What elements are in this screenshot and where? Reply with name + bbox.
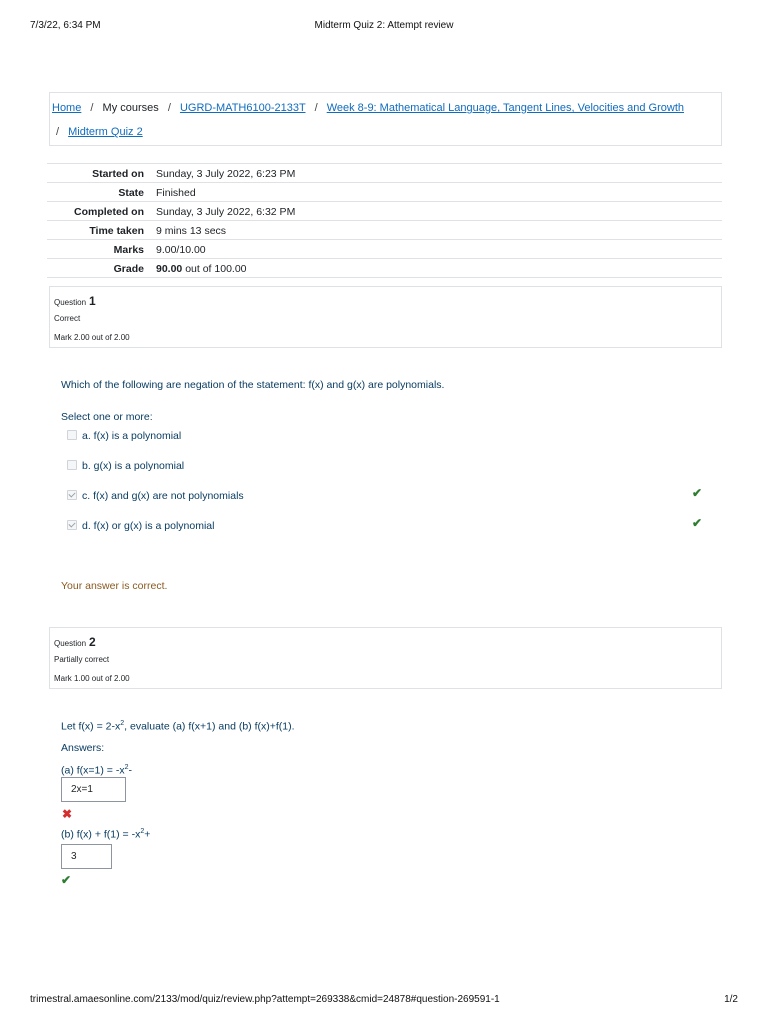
summary-row-completed xyxy=(47,201,722,220)
check-icon: ✔ xyxy=(692,516,703,530)
breadcrumb-separator: / xyxy=(56,126,60,138)
option-checkbox-checked xyxy=(67,490,77,500)
question-label: Question xyxy=(54,298,87,307)
summary-row-time-taken xyxy=(47,220,722,239)
option-label: c. f(x) and g(x) are not polynomials xyxy=(82,490,244,502)
grade-out-of: out of 100.00 xyxy=(182,263,247,275)
option-checkbox xyxy=(67,460,77,470)
question-2-text-post: , evaluate (a) f(x+1) and (b) f(x)+f(1). xyxy=(124,720,295,733)
superscript: 2 xyxy=(140,828,145,835)
summary-value: Sunday, 3 July 2022, 6:23 PM xyxy=(156,168,296,180)
summary-value xyxy=(156,263,247,275)
breadcrumb-course-link[interactable]: UGRD-MATH6100-2133T xyxy=(179,102,306,114)
summary-label: Marks xyxy=(113,244,144,256)
breadcrumb-quiz-link[interactable]: Midterm Quiz 2 xyxy=(68,126,143,138)
part-b-label xyxy=(61,828,150,841)
summary-label: Grade xyxy=(113,263,144,275)
part-a-label xyxy=(61,764,132,777)
breadcrumb-week-link[interactable]: Week 8-9: Mathematical Language, Tangent Lines, Velocities and Growth xyxy=(326,102,684,114)
question-2-info xyxy=(49,627,722,689)
summary-label: Completed on xyxy=(74,206,144,218)
superscript: 2 xyxy=(120,720,125,727)
print-datetime: 7/3/22, 6:34 PM xyxy=(30,20,101,31)
option-label: d. f(x) or g(x) is a polynomial xyxy=(82,520,215,532)
option-checkbox xyxy=(67,430,77,440)
print-url: trimestral.amaesonline.com/2133/mod/quiz/review.php?attempt=269338&cmid=24878#question-269591-1 xyxy=(30,994,500,1005)
option-a xyxy=(67,430,181,442)
part-a-answer-field[interactable]: 2x=1 xyxy=(61,777,126,802)
summary-row-grade xyxy=(47,258,722,278)
summary-row-started xyxy=(47,163,722,182)
question-mark: Mark 1.00 out of 2.00 xyxy=(54,674,130,683)
question-number xyxy=(54,294,96,308)
print-page-number: 1/2 xyxy=(724,994,738,1005)
question-number-value: 2 xyxy=(89,635,96,649)
part-a-post: - xyxy=(128,764,133,777)
summary-row-state xyxy=(47,182,722,201)
summary-label: Time taken xyxy=(89,225,144,237)
question-state: Correct xyxy=(54,314,81,323)
question-mark: Mark 2.00 out of 2.00 xyxy=(54,333,130,342)
question-1-feedback: Your answer is correct. xyxy=(61,580,168,592)
breadcrumb-separator: / xyxy=(167,102,171,114)
question-number xyxy=(54,635,96,649)
summary-value: Finished xyxy=(156,187,196,199)
question-state: Partially correct xyxy=(54,655,110,664)
question-1-prompt: Select one or more: xyxy=(61,411,153,423)
question-number-value: 1 xyxy=(89,294,96,308)
check-icon: ✔ xyxy=(692,486,703,500)
summary-label: State xyxy=(118,187,144,199)
option-d xyxy=(67,520,214,532)
option-label: a. f(x) is a polynomial xyxy=(82,430,182,442)
breadcrumb-my-courses: My courses xyxy=(102,102,159,114)
option-label: b. g(x) is a polynomial xyxy=(82,460,185,472)
option-c xyxy=(67,490,244,502)
cross-icon: ✖ xyxy=(62,807,73,821)
part-a-pre: (a) f(x=1) = -x xyxy=(61,764,125,777)
breadcrumb xyxy=(49,92,722,146)
answers-label: Answers: xyxy=(61,742,105,754)
print-title: Midterm Quiz 2: Attempt review xyxy=(314,20,454,31)
attempt-summary-table xyxy=(47,163,722,278)
part-b-post: + xyxy=(144,828,151,841)
part-b-pre: (b) f(x) + f(1) = -x xyxy=(61,828,141,841)
summary-value: 9 mins 13 secs xyxy=(156,225,227,237)
check-icon: ✔ xyxy=(61,873,72,887)
summary-row-marks xyxy=(47,239,722,258)
superscript: 2 xyxy=(124,764,129,771)
breadcrumb-separator: / xyxy=(314,102,318,114)
question-1-text: Which of the following are negation of the statement: f(x) and g(x) are polynomials. xyxy=(61,379,445,391)
breadcrumb-home-link[interactable]: Home xyxy=(52,102,82,114)
grade-value: 90.00 xyxy=(156,263,183,275)
part-b-answer-field[interactable]: 3 xyxy=(61,844,112,869)
summary-value: 9.00/10.00 xyxy=(156,244,206,256)
summary-value: Sunday, 3 July 2022, 6:32 PM xyxy=(156,206,296,218)
question-1-info xyxy=(49,286,722,348)
option-checkbox-checked xyxy=(67,520,77,530)
breadcrumb-separator: / xyxy=(90,102,94,114)
summary-label: Started on xyxy=(92,168,144,180)
question-2-text xyxy=(61,720,295,733)
question-2-text-pre: Let f(x) = 2-x xyxy=(61,720,121,733)
option-b xyxy=(67,460,184,472)
question-label: Question xyxy=(54,639,87,648)
